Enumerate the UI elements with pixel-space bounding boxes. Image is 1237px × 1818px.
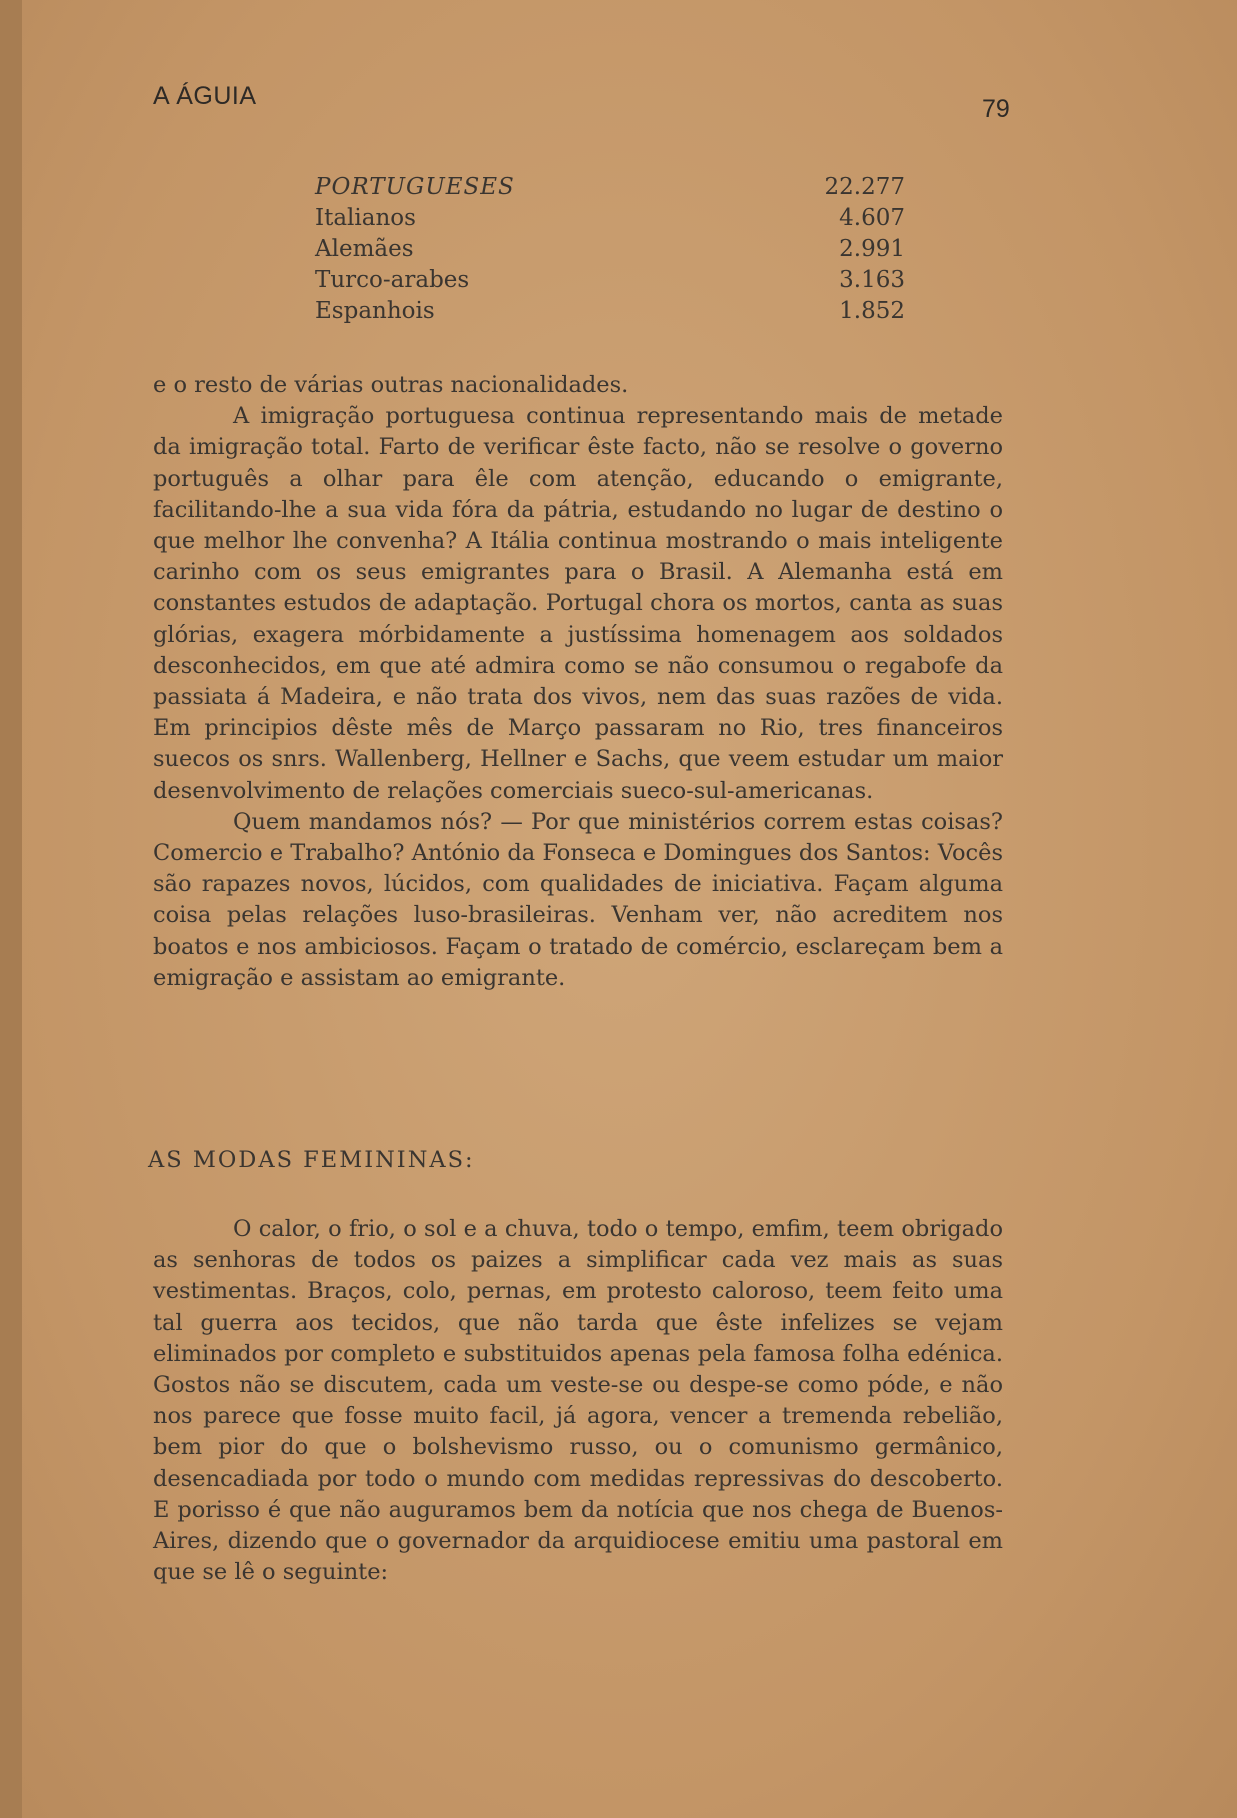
immigrant-count: 3.163 — [839, 267, 905, 293]
section-heading: AS MODAS FEMININAS: — [148, 1147, 475, 1173]
nationality-label: PORTUGUESES — [315, 174, 515, 200]
section-body — [153, 1214, 1003, 1588]
table-row — [315, 296, 905, 327]
nationality-label: Turco-arabes — [315, 267, 470, 293]
table-row — [315, 172, 905, 203]
immigrant-count: 22.277 — [824, 174, 905, 200]
immigrant-count: 2.991 — [839, 236, 905, 262]
paragraph: O calor, o frio, o sol e a chuva, todo o tempo, emfim, teem obrigado as senhoras de todos os paizes a simplificar cada vez mais as suas vestimentas. Braços, colo, pernas, em protesto caloroso, teem feito uma tal guerra aos tecidos, que não tarda que êste infelizes se vejam eliminados por completo e substituidos apenas pela famosa folha edénica. Gostos não se discutem, cada um veste-se ou despe-se como póde, e não nos parece que fosse muito facil, já agora, vencer a tremenda rebelião, bem pior do que o bolshevismo russo, ou o comunismo germânico, desencadiada por todo o mundo com medidas repressivas do descoberto. E porisso é que não auguramos bem da notícia que nos chega de Buenos-Aires, dizendo que o governador da arquidiocese emitiu uma pastoral em que se lê o seguinte: — [153, 1216, 1003, 1586]
paragraph: A imigração portuguesa continua representando mais de metade da imigração total. Farto de verificar êste facto, não se resolve o governo português a olhar para êle com atenção, educando o emigrante, facilitando-lhe a sua vida fóra da pátria, estudando no lugar de destino o que melhor lhe convenha? A Itália continua mostrando o mais inteligente carinho com os seus emigrantes para o Brasil. A Alemanha está em constantes estudos de adaptação. Portugal chora os mortos, canta as suas glórias, exagera mórbidamente a justíssima homenagem aos soldados desconhecidos, em que até admira como se não consumou o regabofe da passiata á Madeira, e não trata dos vivos, nem das suas razões de vida. Em principios dêste mês de Março passaram no Rio, tres financeiros suecos os snrs. Wallenberg, Hellner e Sachs, que veem estudar um maior desenvolvimento de relações comerciais sueco-sul-americanas. — [153, 403, 1003, 804]
nationality-label: Alemães — [315, 236, 414, 262]
immigrant-count: 4.607 — [839, 205, 905, 231]
article-body — [153, 370, 1003, 994]
nationality-label: Italianos — [315, 205, 416, 231]
paragraph: Quem mandamos nós? — Por que ministérios correm estas coisas? Comercio e Trabalho? António da Fonseca e Domingues dos Santos: Vocês são rapazes novos, lúcidos, com qualidades de iniciativa. Façam alguma coisa pelas relações luso-brasileiras. Venham ver, não acreditem nos boatos e nos ambiciosos. Façam o tratado de comércio, esclareçam bem a emigração e assistam ao emigrante. — [153, 808, 1003, 991]
immigration-table — [315, 172, 905, 327]
running-title: A ÁGUIA — [153, 82, 257, 110]
page-number: 79 — [982, 95, 1010, 123]
immigrant-count: 1.852 — [839, 298, 905, 324]
nationality-label: Espanhois — [315, 298, 435, 324]
table-row — [315, 234, 905, 265]
paragraph: e o resto de várias outras nacionalidades. — [153, 372, 629, 398]
table-row — [315, 203, 905, 234]
table-row — [315, 265, 905, 296]
